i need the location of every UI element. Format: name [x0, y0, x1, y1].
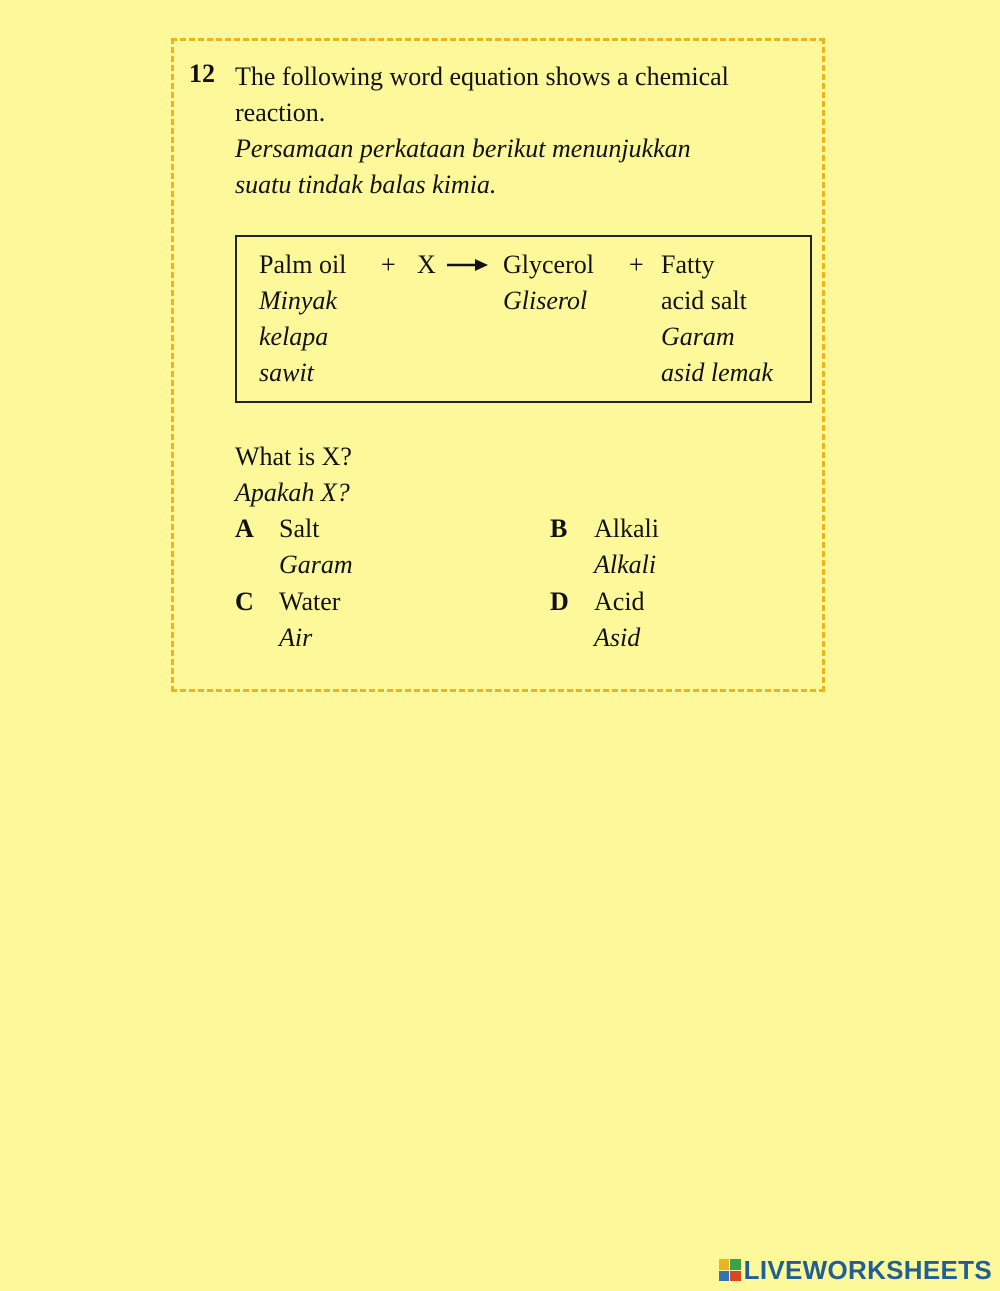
option-text: Acid	[594, 587, 645, 616]
logo-square-2	[730, 1259, 741, 1270]
question-card	[171, 38, 825, 692]
reactant-malay-line-1: Minyak	[259, 286, 337, 315]
brand-name: LIVEWORKSHEETS	[743, 1254, 992, 1285]
reactant-palm-oil: Palm oil	[259, 250, 347, 279]
logo-square-4	[730, 1271, 741, 1282]
reaction-arrow-icon	[445, 247, 489, 283]
product-glycerol-malay: Gliserol	[503, 286, 588, 315]
option-letter: A	[235, 514, 254, 543]
stem-malay-line-2: suatu tindak balas kimia.	[235, 170, 497, 199]
plus-sign-1: +	[381, 250, 396, 279]
question-prompt	[235, 439, 352, 511]
reactant-malay-line-3: sawit	[259, 358, 314, 387]
word-equation-box	[235, 235, 812, 403]
logo-square-3	[719, 1271, 730, 1282]
product-glycerol: Glycerol	[503, 250, 594, 279]
option-text-malay: Air	[279, 623, 313, 652]
logo-square-1	[719, 1259, 730, 1270]
reactant-x: X	[417, 250, 436, 279]
liveworksheets-logo[interactable]	[719, 1255, 992, 1285]
option-text-malay: Alkali	[594, 550, 657, 579]
option-text: Alkali	[594, 514, 659, 543]
question-stem	[235, 59, 817, 203]
liveworksheets-logo-icon	[719, 1259, 741, 1281]
option-letter: D	[550, 587, 569, 616]
stem-malay-line-1: Persamaan perkataan berikut menunjukkan	[235, 134, 691, 163]
prompt-english: What is X?	[235, 442, 352, 471]
reactant-malay-line-2: kelapa	[259, 322, 329, 351]
option-text: Water	[279, 587, 341, 616]
option-letter: C	[235, 587, 254, 616]
product-fatty-line-2: acid salt	[661, 286, 747, 315]
question-number: 12	[189, 59, 215, 88]
option-text: Salt	[279, 514, 320, 543]
prompt-malay: Apakah X?	[235, 478, 350, 507]
option-text-malay: Asid	[594, 623, 641, 652]
stem-english-line-1: The following word equation shows a chemical	[235, 62, 729, 91]
option-text-malay: Garam	[279, 550, 353, 579]
stem-english-line-2: reaction.	[235, 98, 326, 127]
option-letter: B	[550, 514, 568, 543]
plus-sign-2: +	[629, 250, 644, 279]
product-fatty-malay-line-1: Garam	[661, 322, 735, 351]
product-fatty-malay-line-2: asid lemak	[661, 358, 773, 387]
product-fatty-line-1: Fatty	[661, 250, 715, 279]
